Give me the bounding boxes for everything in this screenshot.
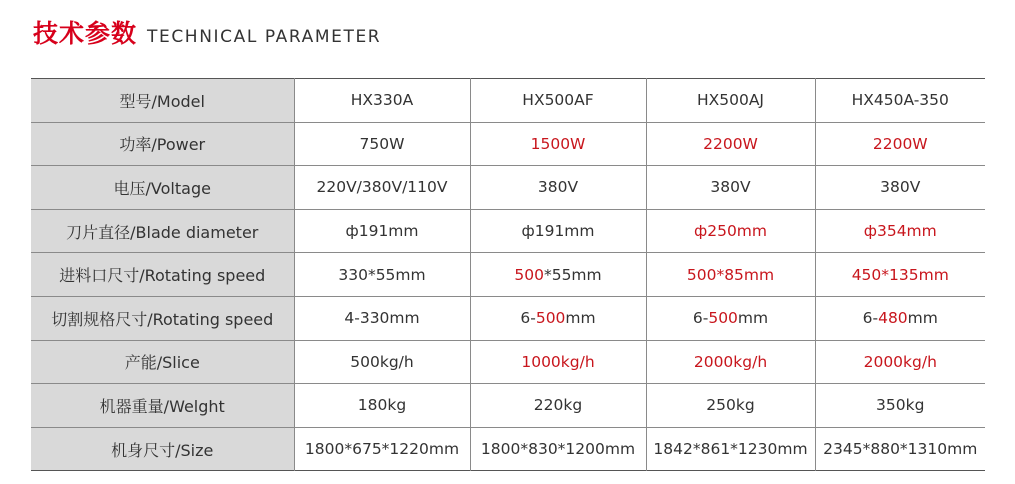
table-cell bbox=[646, 79, 815, 123]
cell-text: HX500AJ bbox=[696, 91, 765, 110]
table-cell bbox=[815, 340, 985, 384]
table-row bbox=[31, 122, 985, 166]
table-row bbox=[31, 79, 985, 123]
cell-text: 2000kg/h bbox=[863, 352, 937, 371]
cell-text: 350kg bbox=[876, 396, 925, 415]
cell-text: ф191mm bbox=[521, 222, 595, 241]
row-label: 进料口尺寸/Rotating speed bbox=[31, 253, 294, 297]
table-cell bbox=[294, 253, 470, 297]
table-cell bbox=[470, 122, 646, 166]
table-cell bbox=[815, 384, 985, 428]
cell-text: 380V bbox=[880, 178, 921, 197]
table-cell bbox=[470, 166, 646, 210]
table-cell bbox=[646, 296, 815, 340]
table-row bbox=[31, 296, 985, 340]
table-cell bbox=[815, 427, 985, 471]
table-cell bbox=[646, 384, 815, 428]
cell-text: 2200W bbox=[703, 134, 758, 153]
page-subtitle: TECHNICAL PARAMETER bbox=[147, 27, 382, 47]
cell-text: 6- bbox=[520, 309, 536, 328]
table-cell bbox=[815, 296, 985, 340]
cell-text: 1842*861*1230mm bbox=[653, 440, 808, 459]
table-cell bbox=[294, 340, 470, 384]
table-row bbox=[31, 166, 985, 210]
table-cell bbox=[815, 79, 985, 123]
table-cell bbox=[470, 384, 646, 428]
cell-text: 500kg/h bbox=[350, 352, 414, 371]
cell-text: mm bbox=[737, 309, 769, 328]
row-label: 功率/Power bbox=[31, 122, 294, 166]
table-cell bbox=[646, 166, 815, 210]
cell-text: HX450A-350 bbox=[851, 91, 949, 110]
cell-text: 380V bbox=[710, 178, 751, 197]
table-body bbox=[31, 79, 985, 471]
cell-text: 6- bbox=[692, 309, 709, 328]
table-cell bbox=[815, 253, 985, 297]
cell-text: 220V/380V/110V bbox=[316, 178, 448, 197]
table-cell bbox=[470, 209, 646, 253]
table-row bbox=[31, 384, 985, 428]
cell-text: 4-330mm bbox=[344, 309, 420, 328]
page-title: 技术参数 bbox=[33, 19, 138, 48]
page-header bbox=[33, 14, 381, 48]
cell-text: 1500W bbox=[530, 134, 586, 153]
cell-text: ф250mm bbox=[693, 222, 768, 241]
row-label: 刀片直径/Blade diameter bbox=[31, 209, 294, 253]
table-cell bbox=[294, 384, 470, 428]
table-cell bbox=[470, 340, 646, 384]
table-cell bbox=[815, 122, 985, 166]
cell-text: 500 bbox=[535, 309, 566, 328]
cell-text: 380V bbox=[537, 178, 579, 197]
table-row bbox=[31, 253, 985, 297]
cell-text: 1800*675*1220mm bbox=[304, 440, 460, 459]
row-label: 切割规格尺寸/Rotating speed bbox=[31, 296, 294, 340]
table-cell bbox=[815, 166, 985, 210]
cell-text: *55mm bbox=[543, 265, 602, 284]
cell-text: 2200W bbox=[872, 134, 928, 153]
cell-text: 450*135mm bbox=[851, 265, 949, 284]
table-cell bbox=[646, 209, 815, 253]
row-label: 机器重量/Welght bbox=[31, 384, 294, 428]
row-label: 型号/Model bbox=[31, 79, 294, 123]
row-label: 电压/Voltage bbox=[31, 166, 294, 210]
cell-text: ф191mm bbox=[345, 222, 419, 241]
cell-text: 2345*880*1310mm bbox=[823, 440, 978, 459]
table-cell bbox=[294, 427, 470, 471]
cell-text: 180kg bbox=[357, 396, 407, 415]
table-cell bbox=[294, 209, 470, 253]
cell-text: 500 bbox=[708, 309, 738, 328]
table-cell bbox=[646, 427, 815, 471]
table-cell bbox=[470, 296, 646, 340]
cell-text: 2000kg/h bbox=[693, 352, 768, 371]
cell-text: mm bbox=[565, 309, 596, 328]
table-cell bbox=[470, 253, 646, 297]
table-cell bbox=[294, 166, 470, 210]
row-label: 机身尺寸/Size bbox=[31, 427, 294, 471]
cell-text: HX500AF bbox=[522, 91, 594, 110]
table-row bbox=[31, 209, 985, 253]
cell-text: 330*55mm bbox=[338, 265, 426, 284]
table-cell bbox=[646, 340, 815, 384]
cell-text: 500*85mm bbox=[686, 265, 775, 284]
table-cell bbox=[470, 79, 646, 123]
table-cell bbox=[294, 79, 470, 123]
table-row bbox=[31, 340, 985, 384]
table-cell bbox=[294, 122, 470, 166]
cell-text: ф354mm bbox=[863, 222, 937, 241]
table-cell bbox=[470, 427, 646, 471]
cell-text: 750W bbox=[359, 134, 405, 153]
table-cell bbox=[646, 253, 815, 297]
cell-text: mm bbox=[907, 309, 938, 328]
cell-text: 480 bbox=[878, 309, 908, 328]
cell-text: 250kg bbox=[706, 396, 755, 415]
cell-text: 500 bbox=[514, 265, 544, 284]
cell-text: 220kg bbox=[533, 396, 583, 415]
row-label: 产能/Slice bbox=[31, 340, 294, 384]
technical-parameter-table bbox=[31, 78, 985, 471]
table-cell bbox=[294, 296, 470, 340]
table-row bbox=[31, 427, 985, 471]
cell-text: 1800*830*1200mm bbox=[480, 440, 636, 459]
cell-text: HX330A bbox=[350, 91, 414, 110]
table-cell bbox=[815, 209, 985, 253]
table-cell bbox=[646, 122, 815, 166]
cell-text: 1000kg/h bbox=[521, 352, 595, 371]
cell-text: 6- bbox=[862, 309, 879, 328]
